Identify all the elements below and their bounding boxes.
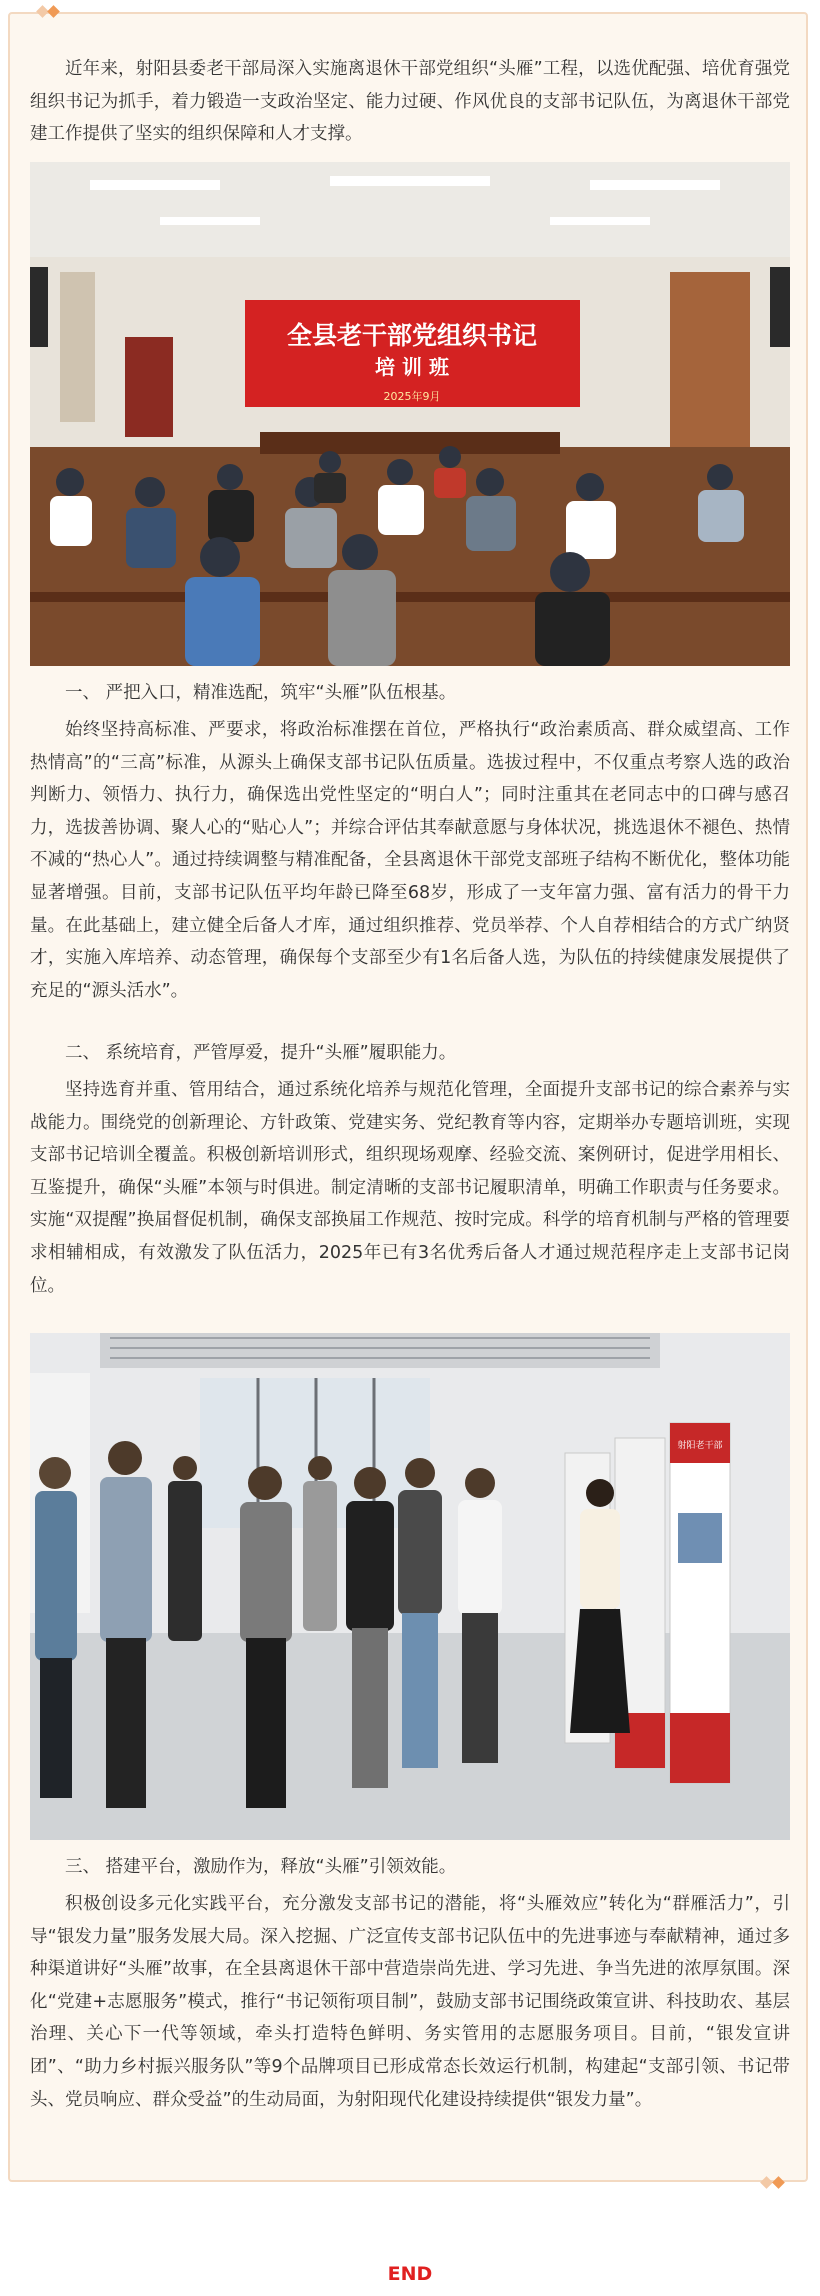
banner-subtitle: 培 训 班 — [375, 355, 449, 379]
section3-heading: 三、 搭建平台，激励作为，释放“头雁”引领效能。 — [65, 1857, 457, 1877]
exhibition-visit-photo — [30, 1333, 790, 1840]
board-title: 射阳老干部 — [677, 1441, 723, 1451]
section2-paragraph: 坚持选育并重、管用结合，通过系统化培养与规范化管理，全面提升支部书记的综合素养与实战能力。围绕党的创新理论、方针政策、党建实务、党纪教育等内容，定期举办专题培训班，实现支部书记培训全覆盖。积极创新培训形式，组织现场观摩、经验交流、案例研讨，促进学用相长、互鉴提升，确保“头雁”本领与时俱进。制定清晰的支部书记履职清单，明确工作职责与任务要求。实施“双提醒”换届督促机制，确保支部换届工作规范、按时完成。科学的培育机制与严格的管理要求相辅相成，有效激发了队伍活力，2025年已有3名优秀后备人才通过规范程序走上支部书记岗位。 — [30, 1080, 790, 1296]
section1-paragraph: 始终坚持高标准、严要求，将政治标准摆在首位，严格执行“政治素质高、群众威望高、工作热情高”的“三高”标准，从源头上确保支部书记队伍质量。选拔过程中，不仅重点考察人选的政治判断力、领悟力、执行力，确保选出党性坚定的“明白人”；同时注重其在老同志中的口碑与感召力，选拔善协调、聚人心的“贴心人”；并综合评估其奉献意愿与身体状况，挑选退休不褪色、热情不减的“热心人”。通过持续调整与精准配备，全县离退休干部党支部班子结构不断优化，整体功能显著增强。目前，支部书记队伍平均年龄已降至68岁，形成了一支年富力强、富有活力的骨干力量。在此基础上，建立健全后备人才库，通过组织推荐、党员举荐、个人自荐相结合的方式广纳贤才，实施入库培养、动态管理，确保每个支部至少有1名后备人选，为队伍的持续健康发展提供了充足的“源头活水”。 — [30, 720, 790, 1001]
section2-heading: 二、 系统培育，严管厚爱，提升“头雁”履职能力。 — [65, 1043, 457, 1063]
banner-title: 全县老干部党组织书记 — [286, 321, 538, 350]
training-session-illustration — [30, 162, 790, 666]
section1-heading: 一、 严把入口，精准选配，筑牢“头雁”队伍根基。 — [65, 683, 457, 703]
intro-paragraph: 近年来，射阳县委老干部局深入实施离退休干部党组织“头雁”工程，以选优配强、培优育强党组织书记为抓手，着力锻造一支政治坚定、能力过硬、作风优良的支部书记队伍，为离退休干部党建工作提供了坚实的组织保障和人才支撑。 — [30, 59, 790, 145]
training-session-photo — [30, 162, 790, 666]
end-mark: END — [387, 2263, 433, 2285]
exhibition-visit-illustration — [30, 1333, 790, 1840]
section3-paragraph: 积极创设多元化实践平台，充分激发支部书记的潜能，将“头雁效应”转化为“群雁活力”，引导“银发力量”服务发展大局。深入挖掘、广泛宣传支部书记队伍中的先进事迹与奉献精神，通过多种渠道讲好“头雁”故事，在全县离退休干部中营造崇尚先进、学习先进、争当先进的浓厚氛围。深化“党建+志愿服务”模式，推行“书记领衔项目制”，鼓励支部书记围绕政策宣讲、科技助农、基层治理、关心下一代等领域，牵头打造特色鲜明、务实管用的志愿服务项目。目前，“银发宣讲团”、“助力乡村振兴服务队”等9个品牌项目已形成常态长效运行机制，构建起“支部引领、书记带头、党员响应、群众受益”的生动局面，为射阳现代化建设持续提供“银发力量”。 — [30, 1894, 790, 2110]
banner-date: 2025年9月 — [383, 390, 441, 403]
